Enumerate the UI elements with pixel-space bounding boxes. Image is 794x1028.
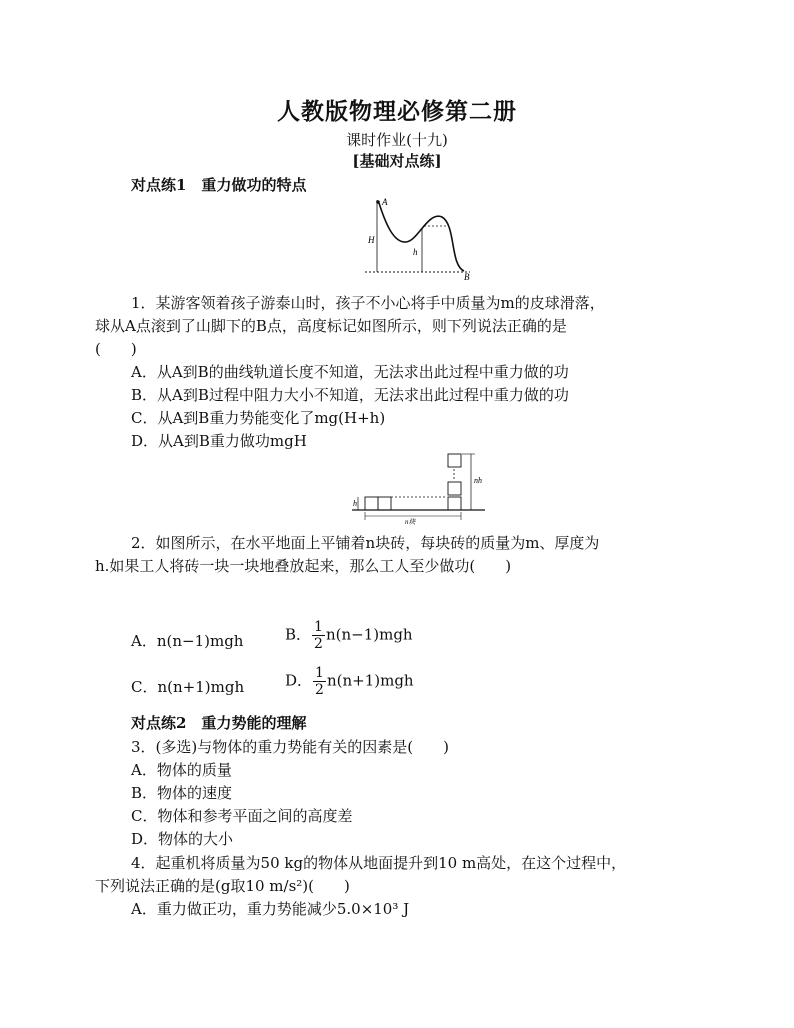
q3-option-b: B．物体的速度 [131, 784, 233, 802]
label-H: H [368, 235, 375, 245]
fraction-numerator: 1 [315, 665, 324, 681]
q2-option-b-expr: n(n−1)mgh [325, 625, 413, 644]
q2-option-d-expr: n(n+1)mgh [326, 671, 414, 690]
q2-line1: 2．如图所示，在水平地面上平铺着n块砖，每块砖的质量为m、厚度为 [131, 534, 600, 552]
figure-1-curve [360, 195, 475, 280]
q1-answer-bracket: ( ) [95, 340, 137, 358]
label-b: B [464, 272, 470, 280]
q3-stem: 3．(多选)与物体的重力势能有关的因素是( ) [131, 738, 449, 756]
q2-option-b-prefix: B． [285, 625, 312, 644]
q2-option-c: C．n(n+1)mgh [131, 678, 245, 696]
q3-option-a: A．物体的质量 [131, 761, 232, 779]
label-n-bricks: n块 [405, 518, 416, 525]
q1-option-c: C．从A到B重力势能变化了mg(H+h) [131, 409, 386, 427]
fraction-denominator: 2 [315, 682, 324, 698]
section2-title: 对点练2 重力势能的理解 [131, 714, 307, 732]
q2-option-a: A．n(n−1)mgh [131, 632, 244, 650]
assignment-subtitle: 课时作业(十九) [346, 131, 448, 149]
q1-option-d: D．从A到B重力做功mgH [131, 432, 307, 450]
label-brick-h: h [353, 499, 357, 508]
q1-line1: 1．某游客领着孩子游泰山时，孩子不小心将手中质量为m的皮球滑落， [131, 294, 605, 312]
q3-option-c: C．物体和参考平面之间的高度差 [131, 807, 353, 825]
q2-option-d [285, 666, 414, 697]
q4-line2: 下列说法正确的是(g取10 m/s²)( ) [95, 877, 350, 895]
q1-line2: 球从A点滚到了山脚下的B点，高度标记如图所示，则下列说法正确的是 [95, 317, 567, 335]
q2-option-b [285, 620, 413, 651]
q3-option-d: D．物体的大小 [131, 830, 234, 848]
section1-title: 对点练1 重力做功的特点 [131, 176, 307, 194]
figure-2-bricks [350, 450, 490, 525]
label-h: h [413, 247, 418, 257]
page-title: 人教版物理必修第二册 [277, 98, 517, 125]
q1-option-a: A．从A到B的曲线轨道长度不知道，无法求出此过程中重力做的功 [131, 363, 569, 381]
q4-line1: 4．起重机将质量为50 kg的物体从地面提升到10 m高处，在这个过程中， [131, 854, 627, 872]
fraction-numerator: 1 [314, 619, 323, 635]
label-a: A [382, 197, 388, 207]
fraction-half [313, 666, 326, 697]
fraction-half [312, 620, 325, 651]
q1-option-b: B．从A到B过程中阻力大小不知道，无法求出此过程中重力做的功 [131, 386, 569, 404]
q4-option-a: A．重力做正功，重力势能减少5.0×10³ J [131, 900, 410, 918]
fraction-denominator: 2 [314, 636, 323, 652]
q2-line2: h.如果工人将砖一块一块地叠放起来，那么工人至少做功( ) [95, 557, 512, 575]
section-heading: [基础对点练] [352, 152, 442, 170]
q2-option-d-prefix: D． [285, 671, 313, 690]
label-nh: nh [474, 476, 482, 485]
